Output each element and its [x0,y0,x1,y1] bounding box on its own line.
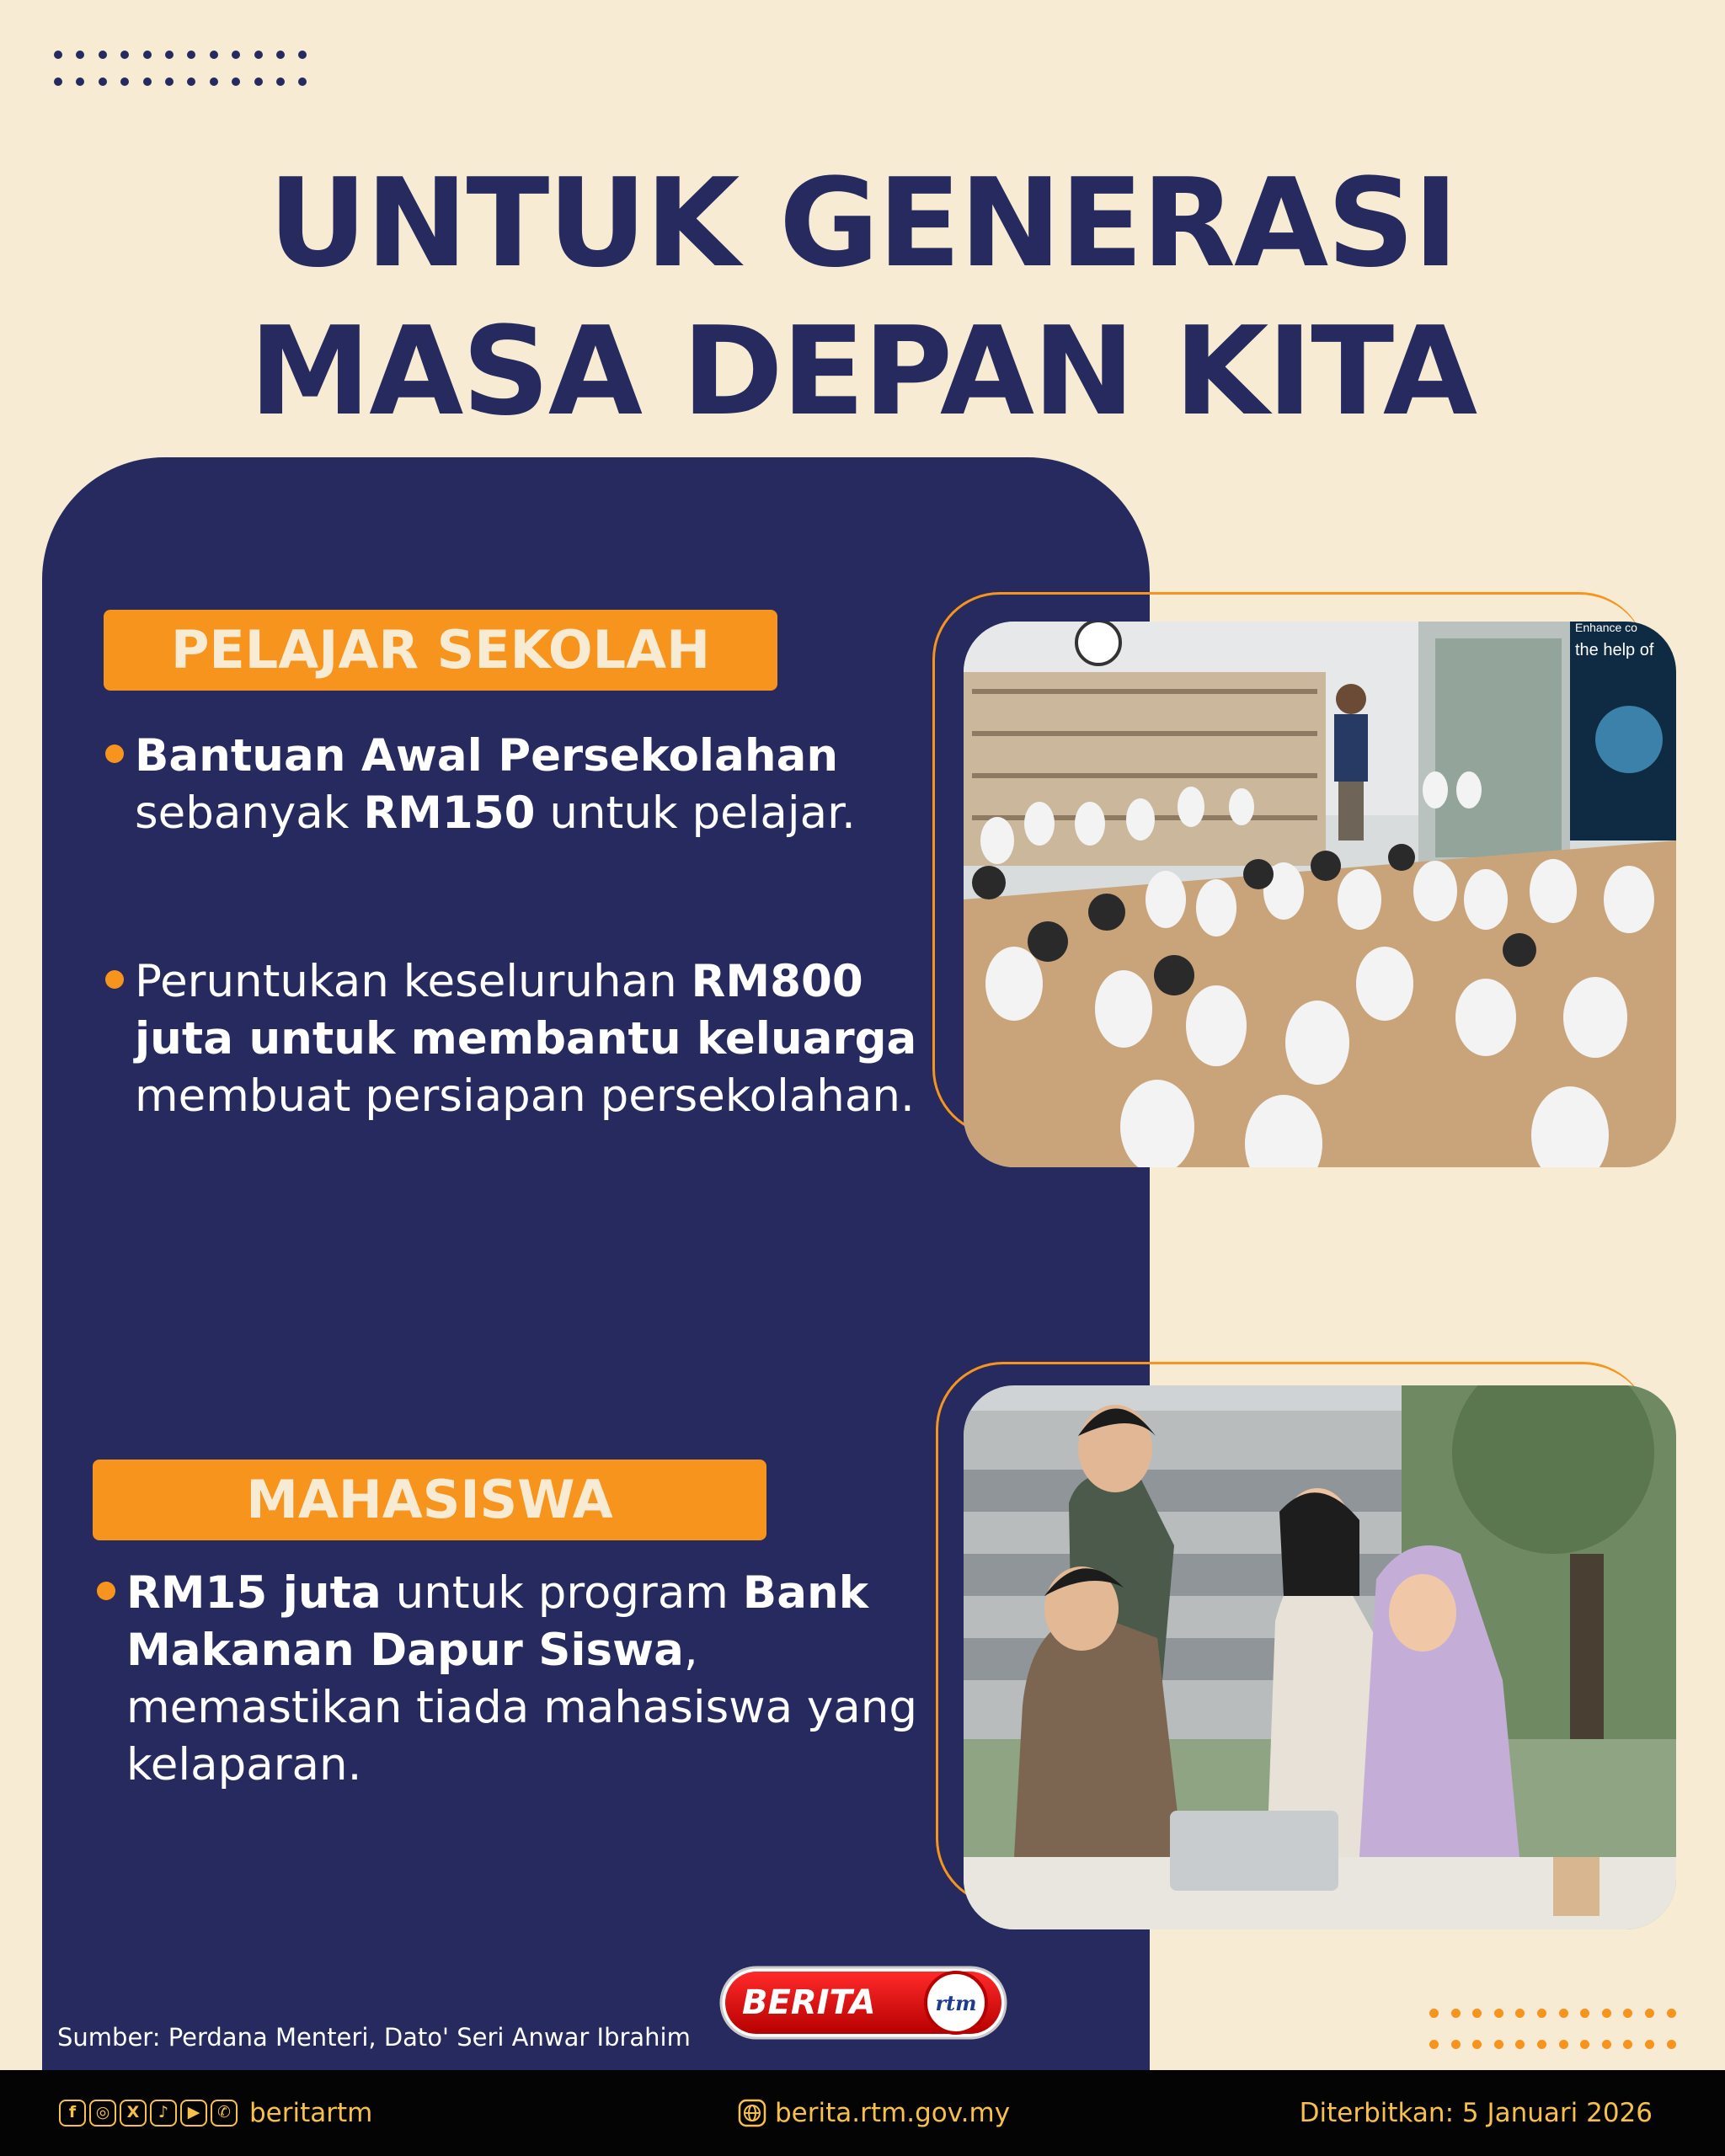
decorative-dot [120,77,129,86]
decorative-dot [143,77,152,86]
youtube-icon[interactable]: ▶ [180,2100,207,2127]
decorative-dot [1645,2040,1654,2049]
decorative-dot [1494,2009,1503,2018]
decorative-dot [187,51,195,59]
x-icon[interactable]: X [120,2100,147,2127]
decorative-dot [254,51,263,59]
page-title [0,150,1725,446]
whatsapp-icon[interactable]: ✆ [211,2100,238,2127]
decorative-dot [1451,2009,1461,2018]
decorative-dot [1602,2040,1611,2049]
decorative-dot [76,51,84,59]
decorative-dot [1472,2040,1482,2049]
university-students-photo [964,1385,1676,1929]
bullet-text: Peruntukan keseluruhan [135,956,692,1007]
decorative-dots-top [54,51,321,86]
decorative-dot [298,77,307,86]
decorative-dot [1515,2040,1525,2049]
decorative-dot [1623,2040,1632,2049]
decorative-dot [1537,2040,1546,2049]
globe-icon [738,2099,766,2127]
bullet-text: untuk program [381,1567,743,1619]
decorative-dot [1645,2009,1654,2018]
decorative-dot [1494,2040,1503,2049]
bullet-text: , memastikan tiada mahasiswa yang kelaparan. [126,1625,917,1790]
decorative-dot [54,51,62,59]
decorative-dot [1451,2040,1461,2049]
logo-text: BERITA [742,1983,876,2022]
decorative-dot [1429,2040,1439,2049]
bullet-bold-text: RM800 juta untuk membantu keluarga [135,956,917,1065]
title-line-2: MASA DEPAN KITA [248,301,1477,443]
decorative-dot [276,77,285,86]
instagram-icon[interactable]: ◎ [89,2100,116,2127]
decorative-dot [298,51,307,59]
decorative-dot [187,77,195,86]
decorative-dot [1580,2040,1589,2049]
decorative-dot [165,77,174,86]
bullet-dot-icon [97,1582,115,1600]
social-handle [59,2070,372,2156]
facebook-icon[interactable]: f [59,2100,86,2127]
decorative-dot [99,51,107,59]
decorative-dot [1667,2040,1676,2049]
published-date: Diterbitkan: 5 Januari 2026 [1299,2098,1653,2128]
decorative-dot [1559,2009,1568,2018]
decorative-dot [1537,2009,1546,2018]
bullet-bantuan-awal [135,728,927,842]
decorative-dots-bottom [1429,2009,1688,2049]
decorative-dot [1559,2040,1568,2049]
decorative-dot [1472,2009,1482,2018]
section-tag-pelajar-sekolah: PELAJAR SEKOLAH [104,610,777,691]
decorative-dot [254,77,263,86]
bullet-text: sebanyak [135,787,364,839]
decorative-dot [1580,2009,1589,2018]
decorative-dot [1667,2009,1676,2018]
decorative-dot [1602,2009,1611,2018]
website-link[interactable] [738,2070,1010,2156]
bullet-dot-icon [105,970,124,989]
berita-rtm-logo [718,1965,1008,2041]
decorative-dot [1515,2009,1525,2018]
classroom-photo [964,622,1676,1167]
tiktok-icon[interactable]: ♪ [150,2100,177,2127]
bullet-bold-text: RM15 juta [126,1567,382,1619]
decorative-dot [120,51,129,59]
website-text: berita.rtm.gov.my [775,2098,1011,2128]
screen-text-line-1: Enhance co [1575,622,1637,634]
bullet-bank-makanan [126,1565,918,1794]
bullet-text: membuat persiapan persekolahan. [135,1070,915,1122]
decorative-dot [276,51,285,59]
footer-bar [0,2070,1725,2156]
decorative-dot [143,51,152,59]
bullet-bold-text: RM150 [363,787,536,839]
bullet-text: untuk pelajar. [535,787,856,839]
decorative-dot [1623,2009,1632,2018]
rtm-emblem: rtm [935,1991,977,2015]
decorative-dot [165,51,174,59]
decorative-dot [99,77,107,86]
decorative-dot [54,77,62,86]
bullet-bold-text: Bank Makanan Dapur Siswa [126,1567,868,1676]
decorative-dot [76,77,84,86]
decorative-dot [210,51,218,59]
title-line-1: UNTUK GENERASI [268,152,1457,295]
social-handle-text: beritartm [249,2098,373,2128]
bullet-peruntukan [135,953,927,1125]
decorative-dot [210,77,218,86]
decorative-dot [232,51,240,59]
screen-text-line-2: the help of [1575,641,1654,659]
section-tag-mahasiswa: MAHASISWA [93,1460,766,1540]
bullet-dot-icon [105,744,124,763]
bullet-bold-text: Bantuan Awal Persekolahan [135,730,839,782]
decorative-dot [1429,2009,1439,2018]
source-note: Sumber: Perdana Menteri, Dato' Seri Anwar Ibrahim [57,2023,691,2052]
decorative-dot [232,77,240,86]
